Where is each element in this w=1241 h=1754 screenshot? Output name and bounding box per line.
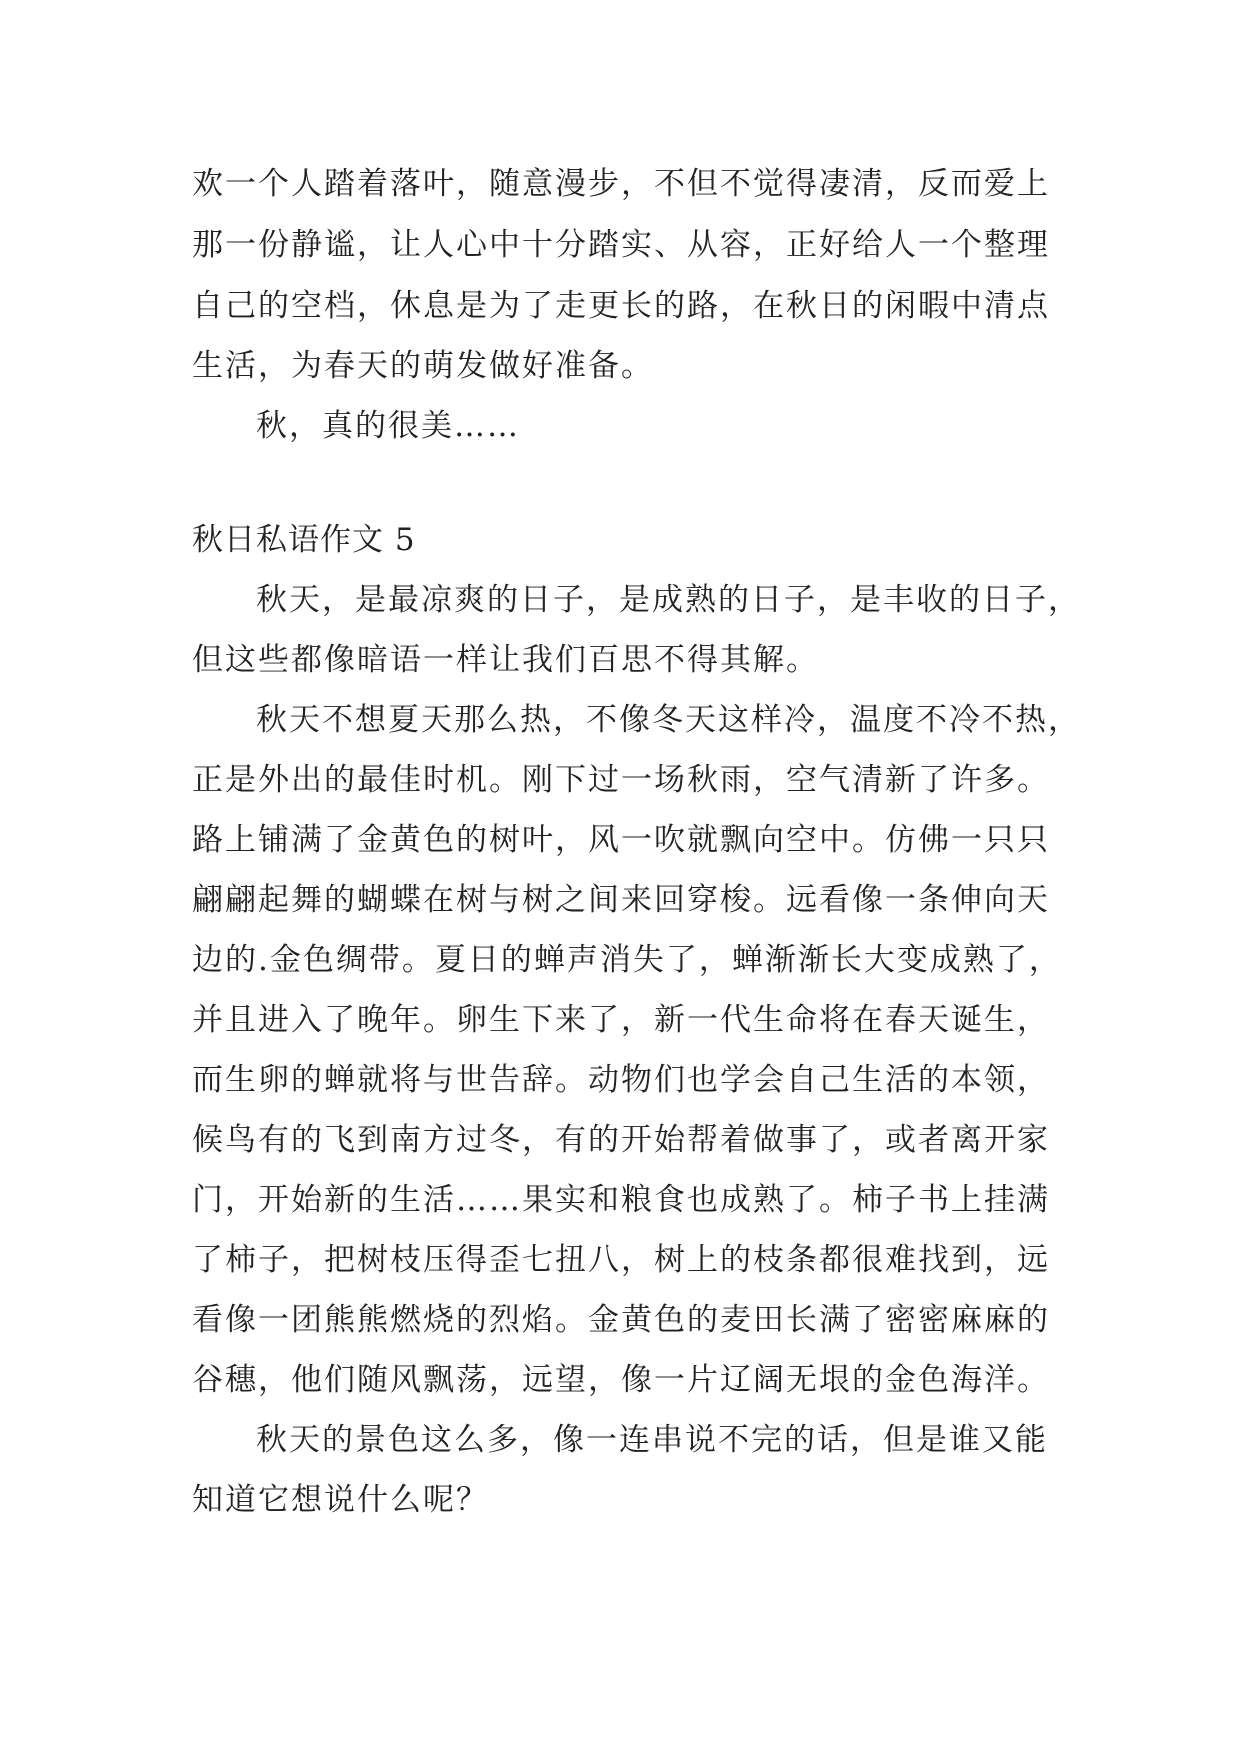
paragraph-line: 欢一个人踏着落叶，随意漫步，不但不觉得凄清，反而爱上 <box>192 166 1050 202</box>
paragraph-line: 正是外出的最佳时机。刚下过一场秋雨，空气清新了许多。 <box>192 762 1050 798</box>
paragraph-line: 并且进入了晚年。卵生下来了，新一代生命将在春天诞生， <box>192 1002 1050 1038</box>
paragraph-line: 而生卵的蝉就将与世告辞。动物们也学会自己生活的本领， <box>192 1062 1050 1098</box>
paragraph-line: 谷穗，他们随风飘荡，远望，像一片辽阔无垠的金色海洋。 <box>192 1362 1050 1398</box>
paragraph-line: 秋天的景色这么多，像一连串说不完的话，但是谁又能 <box>256 1422 1048 1458</box>
paragraph-line: 候鸟有的飞到南方过冬，有的开始帮着做事了，或者离开家 <box>192 1122 1050 1158</box>
paragraph-line: 那一份静谧，让人心中十分踏实、从容，正好给人一个整理 <box>192 227 1050 263</box>
paragraph-line: 秋天，是最凉爽的日子，是成熟的日子，是丰收的日子， <box>256 582 1081 618</box>
paragraph-line: 边的.金色绸带。夏日的蝉声消失了，蝉渐渐长大变成熟了， <box>192 942 1062 978</box>
paragraph-line: 翩翩起舞的蝴蝶在树与树之间来回穿梭。远看像一条伸向天 <box>192 882 1050 918</box>
paragraph-line: 看像一团熊熊燃烧的烈焰。金黄色的麦田长满了密密麻麻的 <box>192 1302 1050 1338</box>
paragraph-line: 生活，为春天的萌发做好准备。 <box>192 348 654 384</box>
paragraph-line: 门，开始新的生活……果实和粮食也成熟了。柿子书上挂满 <box>192 1182 1050 1218</box>
section-heading: 秋日私语作文 5 <box>192 522 416 558</box>
paragraph-line: 自己的空档，休息是为了走更长的路，在秋日的闲暇中清点 <box>192 288 1050 324</box>
paragraph-line: 路上铺满了金黄色的树叶，风一吹就飘向空中。仿佛一只只 <box>192 822 1050 858</box>
paragraph-line: 知道它想说什么呢？ <box>192 1482 489 1518</box>
paragraph-line: 秋，真的很美…… <box>256 408 520 444</box>
paragraph-line: 秋天不想夏天那么热，不像冬天这样冷，温度不冷不热， <box>256 702 1081 738</box>
paragraph-line: 但这些都像暗语一样让我们百思不得其解。 <box>192 642 819 678</box>
paragraph-line: 了柿子，把树枝压得歪七扭八，树上的枝条都很难找到，远 <box>192 1242 1050 1278</box>
